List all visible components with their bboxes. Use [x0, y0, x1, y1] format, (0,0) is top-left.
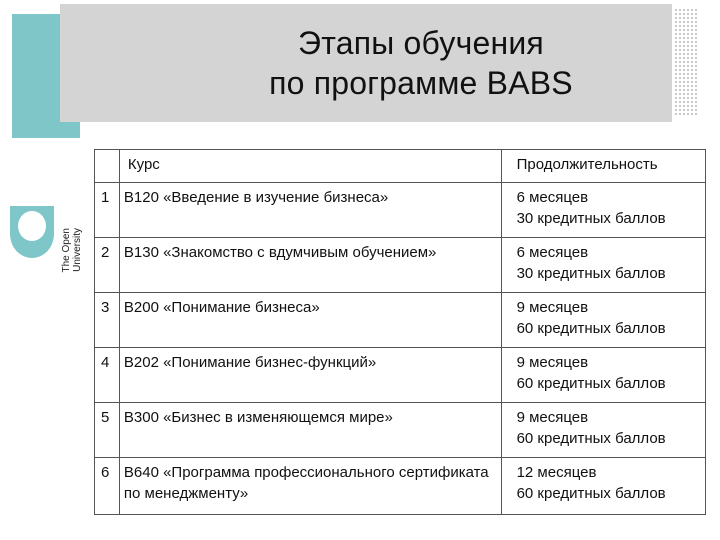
row-course-cell: [119, 183, 501, 238]
table-row: [95, 348, 706, 403]
table-row: [95, 403, 706, 458]
duration-months: 9 месяцев: [516, 409, 589, 426]
row-duration-cell: [501, 183, 705, 238]
row-number: 4: [101, 354, 110, 371]
row-num-cell: [95, 403, 120, 458]
row-number: 2: [101, 244, 110, 261]
duration-credits: 60 кредитных баллов: [516, 375, 666, 392]
row-num-cell: [95, 293, 120, 348]
table-row: [95, 238, 706, 293]
row-num-cell: [95, 348, 120, 403]
row-duration-cell: [501, 458, 705, 515]
course-name: B202 «Понимание бизнес-функций»: [123, 354, 377, 371]
row-number: 1: [101, 189, 110, 206]
open-university-logo: [8, 186, 90, 276]
course-name: B300 «Бизнес в изменяющемся мире»: [123, 409, 393, 426]
row-course-cell: [119, 348, 501, 403]
row-course-cell: [119, 293, 501, 348]
course-name: B130 «Знакомство с вдумчивым обучением»: [123, 244, 437, 261]
table-row: [95, 183, 706, 238]
duration-months: 9 месяцев: [516, 299, 589, 316]
header-course-label: Курс: [127, 156, 160, 173]
row-duration-cell: [501, 293, 705, 348]
duration-credits: 30 кредитных баллов: [516, 265, 666, 282]
duration-months: 12 месяцев: [516, 464, 597, 481]
course-name: B200 «Понимание бизнеса»: [123, 299, 320, 316]
row-num-cell: [95, 238, 120, 293]
courses-table: [94, 149, 706, 515]
row-duration-cell: [501, 403, 705, 458]
duration-credits: 60 кредитных баллов: [516, 485, 666, 502]
row-course-cell: [119, 403, 501, 458]
header-num-cell: [95, 150, 120, 183]
row-number: 3: [101, 299, 110, 316]
title-box: [60, 4, 672, 122]
header-course-cell: [119, 150, 501, 183]
duration-credits: 30 кредитных баллов: [516, 210, 666, 227]
duration-credits: 60 кредитных баллов: [516, 320, 666, 337]
row-num-cell: [95, 458, 120, 515]
row-course-cell: [119, 238, 501, 293]
row-number: 6: [101, 464, 110, 481]
header-duration-cell: [501, 150, 705, 183]
row-number: 5: [101, 409, 110, 426]
row-duration-cell: [501, 348, 705, 403]
course-name: B120 «Введение в изучение бизнеса»: [123, 189, 389, 206]
logo-text: [62, 186, 86, 276]
title-line-1: Этапы обучения: [298, 25, 544, 61]
table-row: [95, 293, 706, 348]
table-header-row: [95, 150, 706, 183]
logo-text-line-1: The Open: [61, 227, 72, 272]
duration-months: 6 месяцев: [516, 244, 589, 261]
row-course-cell: [119, 458, 501, 515]
table-row: [95, 458, 706, 515]
duration-months: 6 месяцев: [516, 189, 589, 206]
row-num-cell: [95, 183, 120, 238]
open-university-shield-icon: [8, 204, 56, 260]
duration-credits: 60 кредитных баллов: [516, 430, 666, 447]
title-line-2: по программе BABS: [269, 65, 573, 101]
row-duration-cell: [501, 238, 705, 293]
duration-months: 9 месяцев: [516, 354, 589, 371]
logo-text-line-2: University: [72, 228, 83, 272]
course-name: B640 «Программа профессионального сертификата по менеджменту»: [123, 464, 489, 502]
dot-grid-decoration: [674, 8, 698, 116]
header-duration-label: Продолжительность: [516, 156, 658, 173]
